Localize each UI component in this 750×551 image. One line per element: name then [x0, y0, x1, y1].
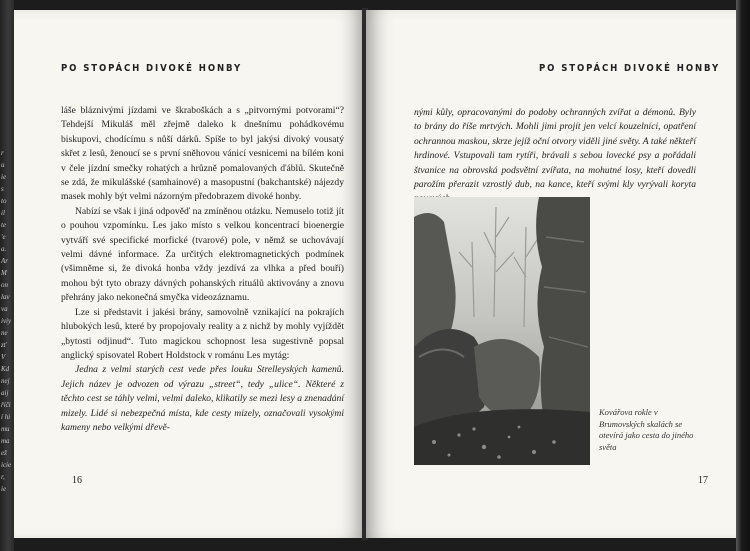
cover-text-fragment: icie — [1, 461, 12, 469]
left-paragraph-1: láše bláznivými jízdami ve škraboškách a s „pitvornými potvorami“? Tehdejší Mikuláš měl zřejmě daleko k dnešnímu pohádkovému biskupovi, chodícímu s nůší dárků. Spíše to byl jakýsi divoký vousatý skřet z lesů, ženoucí se s první sněhovou vánicí vesnicemi na bílém koni v čele jízdní smečky rohatých a hrůzně pomalovaných ďáblů. Skutečně se zdá, že mikulášské (samhainové) a masopustní (bakchantské) nájezdy masek mohly být velmi názorným předobrazem divoké honby. — [61, 105, 344, 203]
cover-text-fragment: lav — [1, 293, 10, 301]
left-page-body — [61, 104, 344, 435]
cover-text-fragment: iviy — [1, 317, 12, 325]
cover-text-fragment: to — [1, 197, 7, 205]
cover-text-fragment: te — [1, 221, 7, 229]
cover-text-fragment: říči — [1, 401, 11, 409]
cover-text-fragment: ma — [1, 437, 10, 445]
cover-text-fragment: il — [1, 209, 5, 217]
cover-text-fragment: ež — [1, 449, 7, 457]
cover-text-fragment: 'e — [1, 233, 6, 241]
right-page-body: nými kůly, opracovanými do podoby ochranných zvířat a démonů. Byly to brány do říše mrtvých. Mohli jimi projít jen velcí kouzelníci, opatření ochrannou maskou, skrze jejíž oční otvory viděli jiné světy. A také někteří hrdinové. Vstupovali tam rytíři, brávali s sebou lovecké psy a pořádali štvanice na obrovská podsvětní zvířata, na mohutné losy, kteří dovedli parožím přerazit vzrostlý dub, na kance, kteří svými kly vyrývali koryta — [414, 107, 696, 191]
left-paragraph-2: Nabízí se však i jiná odpověď na zmíněnou otázku. Nemuselo totiž jít o pouhou vzpomínku. Les jako místo s velkou koncentrací bioenergie vytváří své specifické morfické (tvarové) pole, v němž se uchovávají velmi dávné informace. Za určitých elektromagnetických podmínek (všimněme si, že divoká honba vždy jezdívá za vlhka a před bouří) mohou být tyto obrazy dávných pohanských rituálů aktivovány a znovu přehrány jako nekonečná smyčka videozáznamu. — [61, 205, 344, 304]
right-page — [366, 10, 736, 538]
cover-text-fragment: r, — [1, 473, 5, 481]
left-paragraph-3 — [61, 306, 344, 364]
cover-text-fragment: nej — [1, 377, 10, 385]
cover-text-fragment: V — [1, 353, 6, 361]
cover-text-fragment: a. — [1, 245, 7, 253]
cover-text-fragment: mu — [1, 425, 10, 433]
cover-text-fragment: s — [1, 185, 4, 193]
forest-ravine-photo — [414, 197, 590, 465]
left-paragraph-3-text: Lze si představit i jakési brány, samovolně vznikající na pokrajích hlubokých lesů, které by propojovaly reality a z nichž by mohly vyjíždět „bytosti odjinud“. Tuto magickou schopnost lesa sugestivně popsal anglický spisovatel Robert Holdstock v románu Les mytág: — [61, 306, 344, 361]
cover-text-fragment: Kd — [1, 365, 10, 373]
cover-text-fragment: Ar — [1, 257, 8, 265]
forest-ravine-illustration — [414, 197, 590, 465]
book-right-edge — [736, 0, 750, 551]
cover-text-fragment: ne — [1, 329, 8, 337]
cover-text-fragment: zť — [1, 341, 7, 349]
cover-text-fragment: aij — [1, 389, 9, 397]
running-head-right: PO STOPÁCH DIVOKÉ HONBY — [539, 63, 721, 74]
page-number-left: 16 — [72, 475, 82, 486]
cover-text-fragment: va — [1, 305, 8, 313]
cover-text-fragment: í hi — [1, 413, 11, 421]
book-cover-edge — [0, 0, 14, 551]
photo-caption: Kovářova rokle v Brumovských skalách se otevírá jako cesta do jiného světa — [599, 407, 694, 452]
running-head-left: PO STOPÁCH DIVOKÉ HONBY — [61, 63, 243, 74]
cover-text-fragment: u — [1, 161, 5, 169]
cover-text-fragment: r — [1, 149, 4, 157]
cover-text-fragment: on — [1, 281, 8, 289]
page-number-right: 17 — [698, 475, 708, 486]
cover-text-fragment: ie — [1, 173, 7, 181]
left-page — [14, 10, 364, 538]
cover-text-fragment: M — [1, 269, 7, 277]
left-quote-paragraph: Jedna z velmi starých cest vede přes louku Strelleyských kamenů. Jejich název je odvozen od výrazu „street“, tedy „ulice“. Některé z těchto cest se táhly velmi, velmi daleko, klikatily se mezi lesy a znenadání mizely. Lidé si nebezpečná místa, kde cesty mizely, označovali vysokými kameny nebo velkými dřevě- — [61, 364, 344, 433]
cover-text-fragment: ie — [1, 485, 7, 493]
